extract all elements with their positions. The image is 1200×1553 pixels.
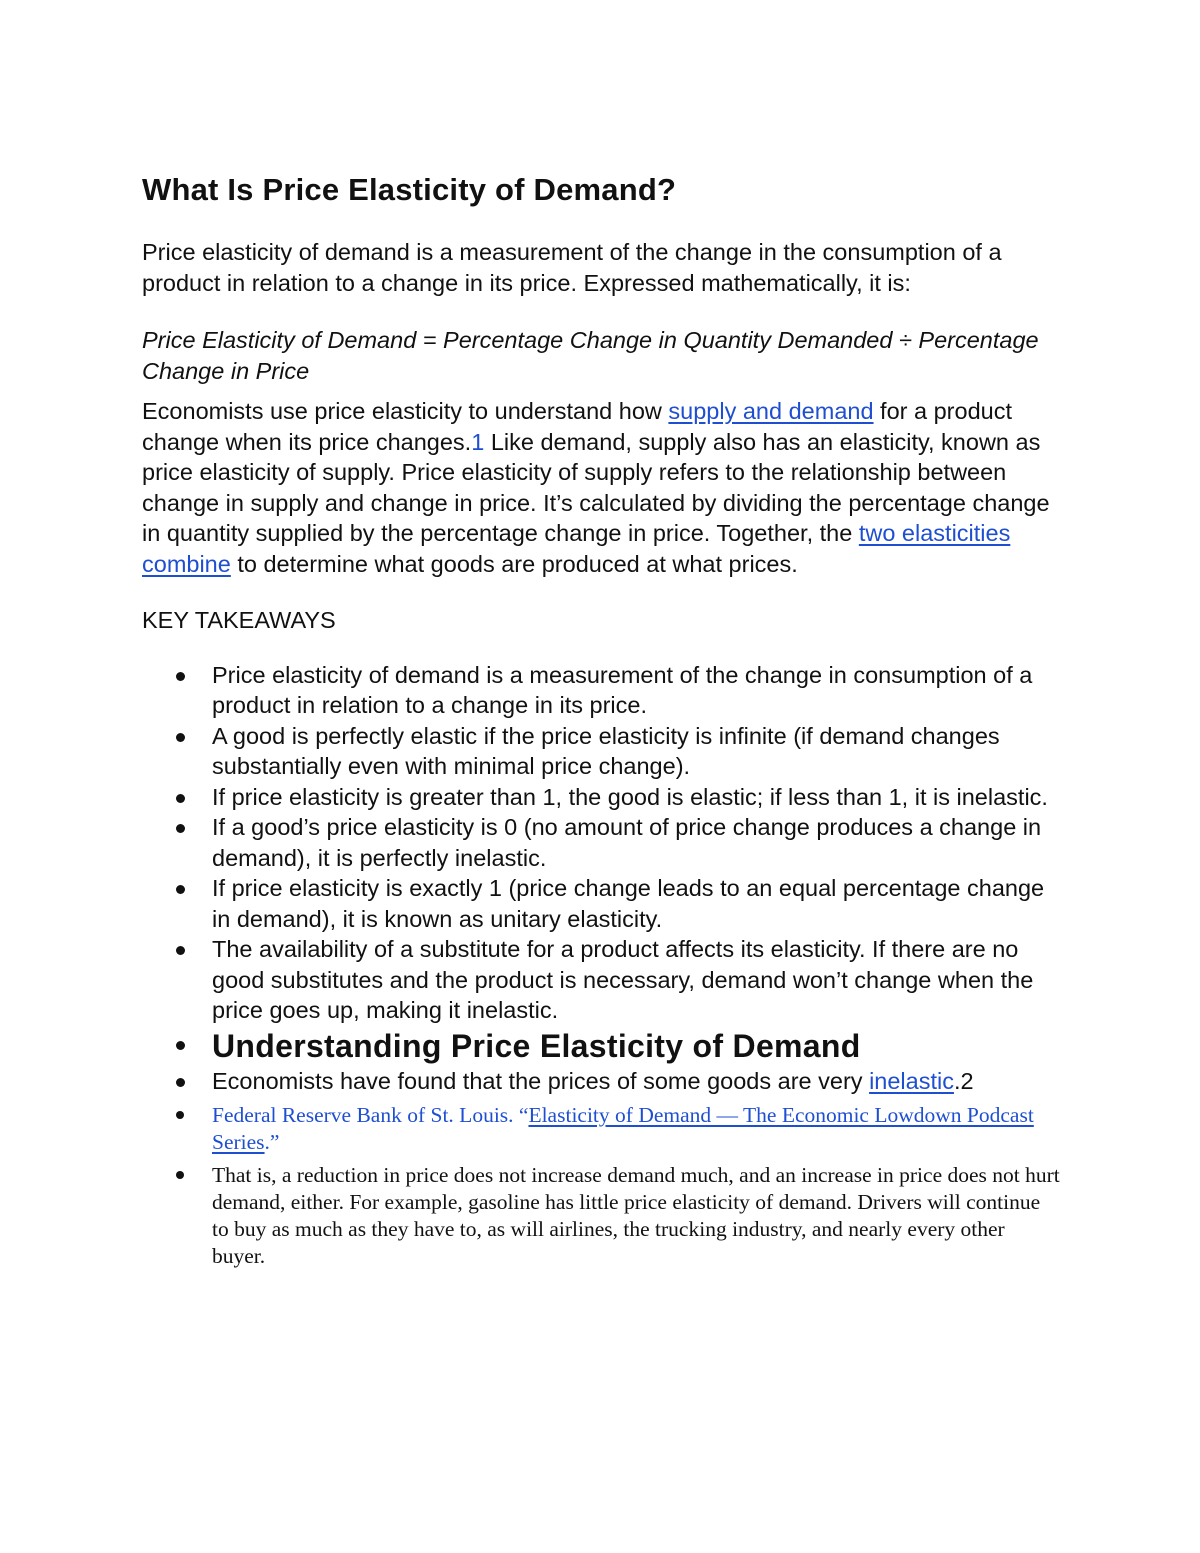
list-item [142, 1066, 1062, 1097]
key-takeaways-heading: KEY TAKEAWAYS [142, 607, 336, 633]
page-title: What Is Price Elasticity of Demand? [142, 172, 677, 207]
bullet-icon [176, 824, 185, 833]
citation-suffix: .” [264, 1130, 280, 1154]
bullet-icon [176, 1111, 184, 1119]
explain-text-1: Economists use price elasticity to understand how [142, 398, 669, 424]
bullet-icon [176, 1078, 185, 1087]
list-item [142, 873, 1062, 934]
supply-and-demand-link[interactable]: supply and demand [668, 398, 874, 424]
takeaways-list [142, 660, 1062, 1271]
takeaway-text: Price elasticity of demand is a measurement of the change in consumption of a product in relation to a change in its price. [212, 661, 1033, 718]
list-item [142, 1162, 1062, 1270]
list-item [142, 934, 1062, 1026]
bullet-icon [176, 885, 185, 894]
explain-text-2: for a product change when its price changes. [142, 398, 1012, 455]
citation-link[interactable]: Elasticity of Demand — The Economic Lowdown Podcast Series [212, 1103, 1034, 1154]
bullet-icon [176, 672, 185, 681]
explain-text-3: Like demand, supply also has an elasticity, known as price elasticity of supply. Price elasticity of supply refers to the relationship between change in supply and change in price. It’s calculated by dividing the percentage change in quantity supplied by the percentage change in price. Together, the [142, 428, 1050, 546]
document-page [142, 170, 1062, 1270]
citation-item [142, 1102, 1062, 1156]
takeaway-text: A good is perfectly elastic if the price elasticity is infinite (if demand changes substantially even with minimal price change). [212, 722, 1000, 779]
bullet-icon [176, 1041, 185, 1050]
economists-suffix: .2 [953, 1067, 974, 1094]
list-item [142, 782, 1062, 813]
takeaway-text: If price elasticity is greater than 1, the good is elastic; if less than 1, it is inelastic. [212, 783, 1048, 810]
bullet-icon [176, 794, 185, 803]
explanation-paragraph [142, 396, 1062, 579]
intro-paragraph: Price elasticity of demand is a measurement of the change in the consumption of a product in relation to a change in its price. Expressed mathematically, it is: [142, 239, 1002, 296]
section-heading-item [142, 1026, 1062, 1066]
gasoline-text: That is, a reduction in price does not increase demand much, and an increase in price does not hurt demand, either. For example, gasoline has little price elasticity of demand. Drivers will continue to buy as much as they have to, as will airlines, the trucking industry, and nearly every other buyer. [212, 1163, 1060, 1268]
explain-text-4: to determine what goods are produced at what prices. [230, 550, 798, 577]
two-elasticities-link[interactable]: two elasticities combine [142, 520, 1011, 577]
bullet-icon [176, 1171, 184, 1179]
list-item [142, 721, 1062, 782]
bullet-icon [176, 733, 185, 742]
takeaway-text: The availability of a substitute for a product affects its elasticity. If there are no good substitutes and the product is necessary, demand won’t change when the price goes up, making it inelastic. [212, 936, 1034, 1023]
takeaway-text: If a good’s price elasticity is 0 (no amount of price change produces a change in demand), it is perfectly inelastic. [212, 814, 1042, 871]
takeaway-text: If price elasticity is exactly 1 (price change leads to an equal percentage change in demand), it is known as unitary elasticity. [212, 875, 1045, 932]
list-item [142, 660, 1062, 721]
footnote-ref-1: 1 [471, 428, 485, 455]
bullet-icon [176, 946, 185, 955]
list-item [142, 812, 1062, 873]
formula-paragraph: Price Elasticity of Demand = Percentage Change in Quantity Demanded ÷ Percentage Change in Price [142, 327, 1039, 384]
economists-text: Economists have found that the prices of some goods are very [212, 1067, 870, 1094]
citation-prefix: Federal Reserve Bank of St. Louis. “ [212, 1103, 529, 1127]
section-heading: Understanding Price Elasticity of Demand [212, 1027, 861, 1064]
inelastic-link[interactable]: inelastic [869, 1067, 954, 1094]
